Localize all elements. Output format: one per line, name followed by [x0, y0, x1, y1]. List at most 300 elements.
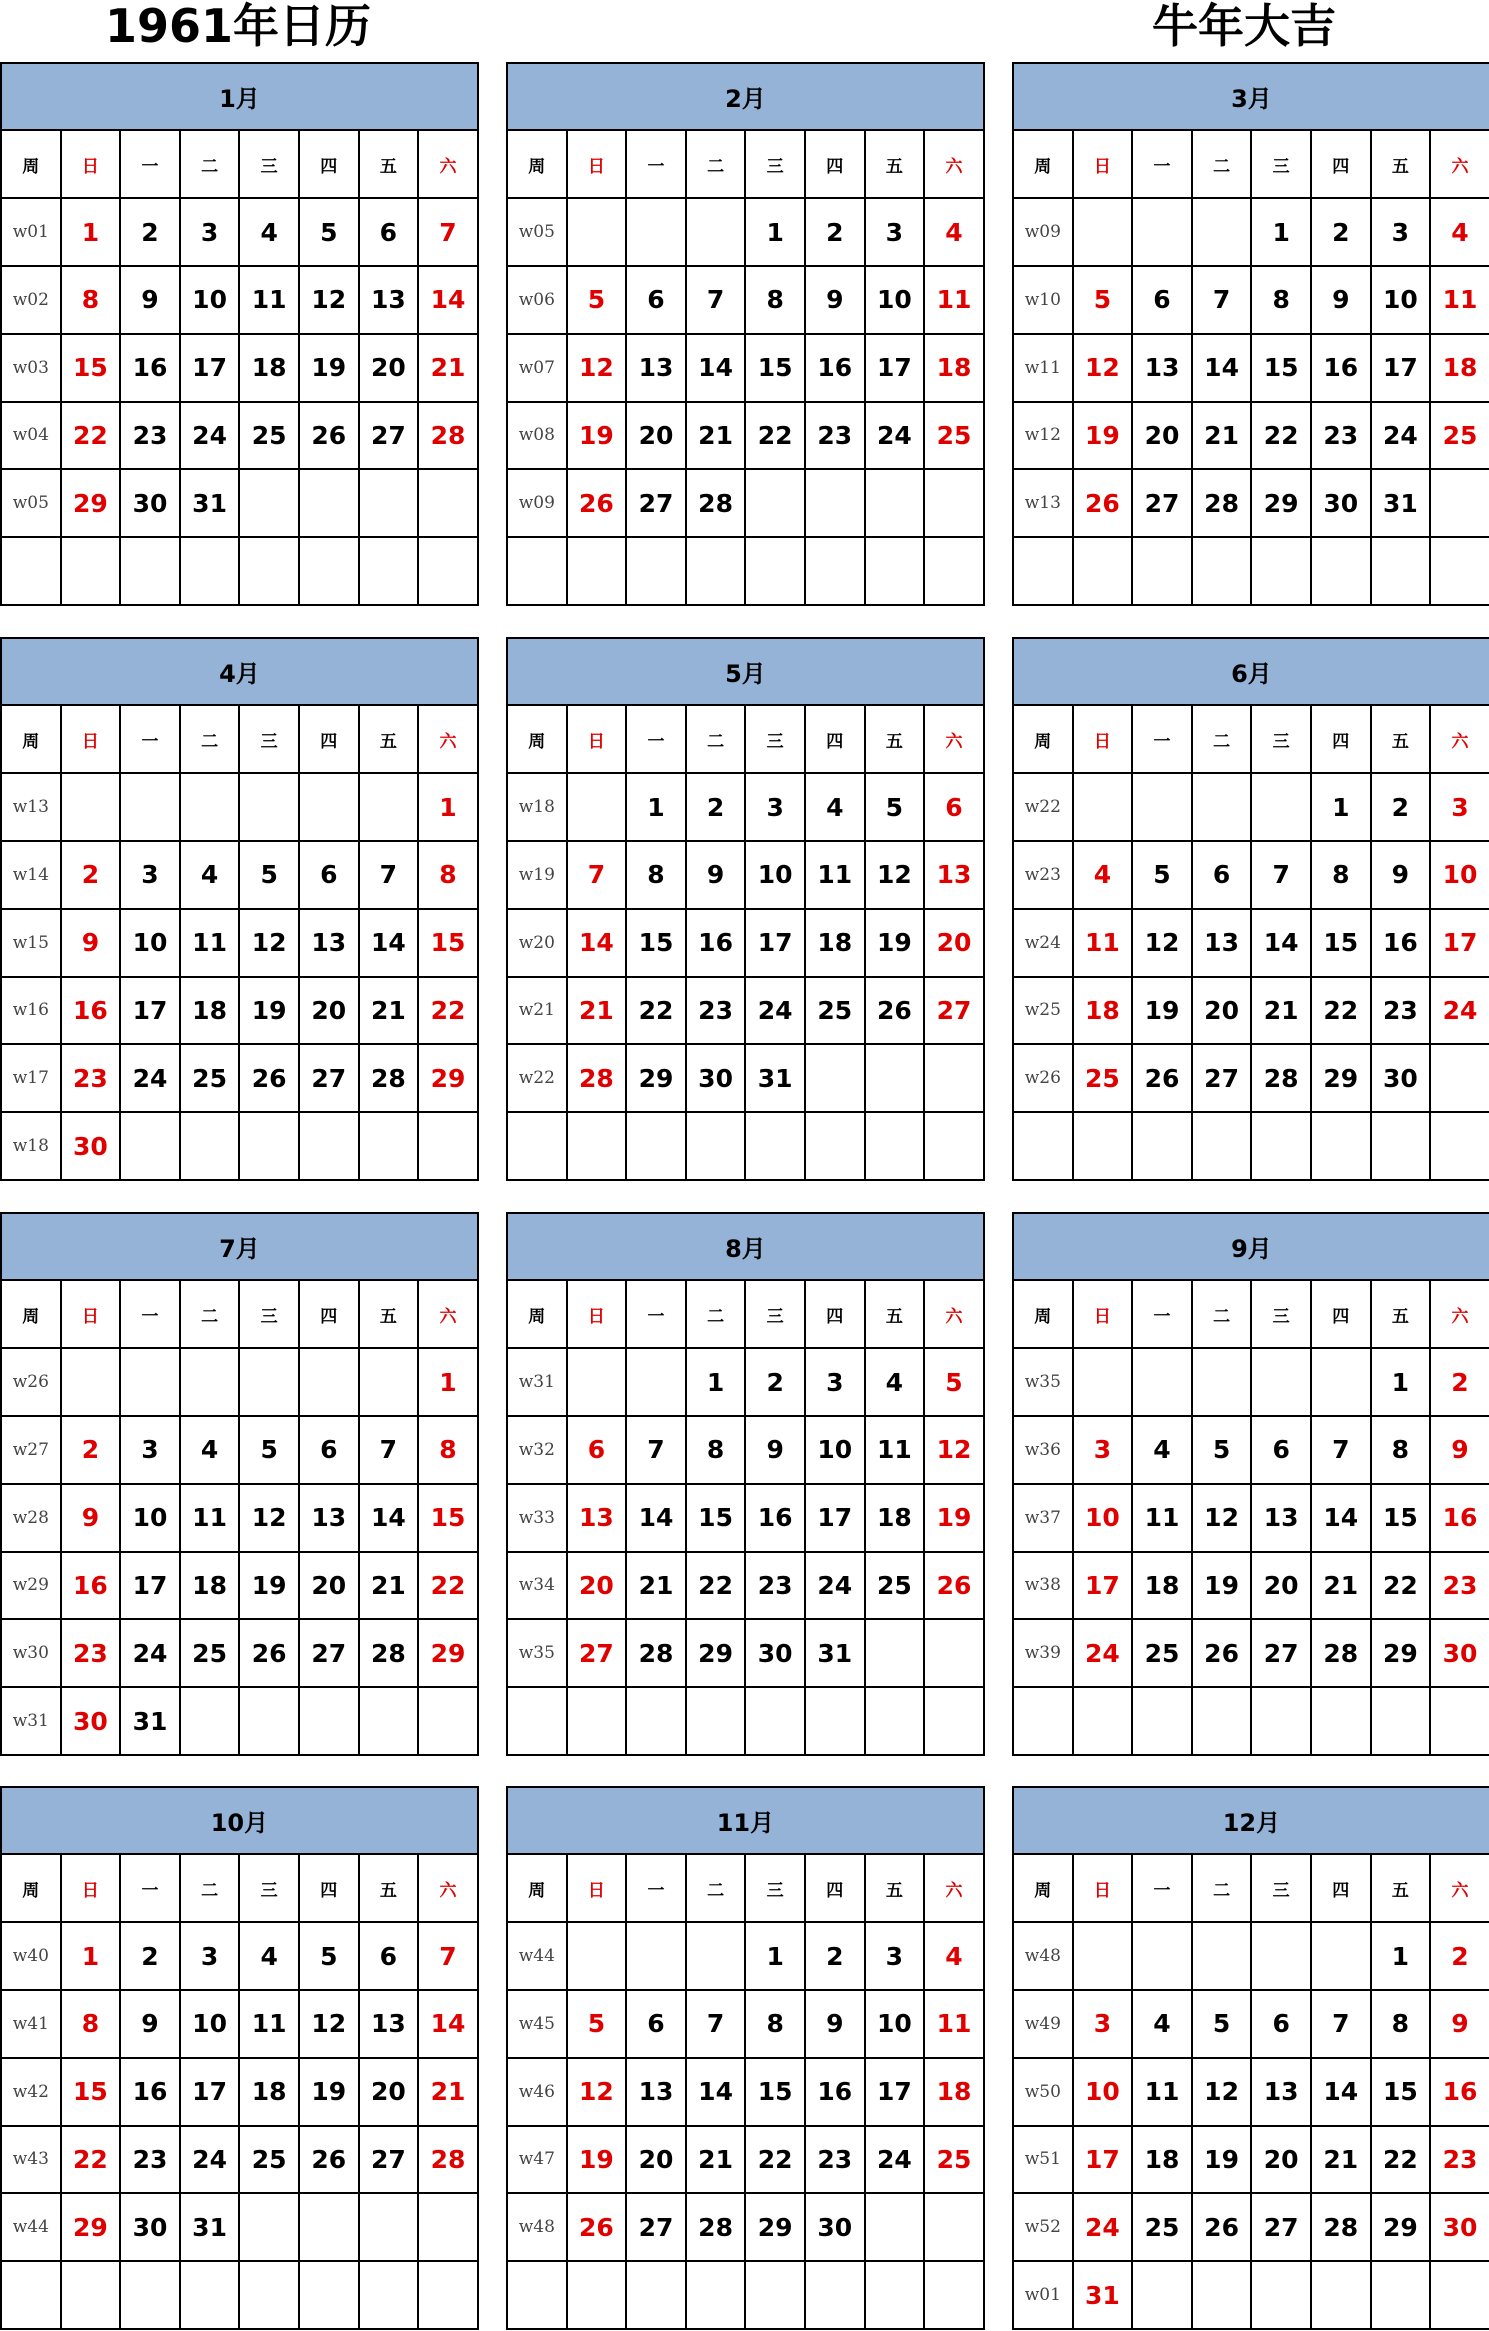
week-column-header: 周: [1, 1854, 61, 1922]
day-cell: 20: [359, 2058, 419, 2126]
day-cell: 1: [418, 773, 478, 841]
weekday-header: 日: [1073, 1280, 1133, 1348]
day-cell: 19: [1192, 1552, 1252, 1620]
day-cell: [1311, 1348, 1371, 1416]
day-cell: 15: [1311, 909, 1371, 977]
month-title: 3月: [1013, 63, 1489, 130]
day-cell: 3: [1073, 1416, 1133, 1484]
day-cell: 30: [61, 1112, 121, 1180]
day-cell: 10: [1073, 2058, 1133, 2126]
day-cell: [805, 1112, 865, 1180]
day-cell: 24: [180, 402, 240, 470]
day-cell: 18: [1132, 1552, 1192, 1620]
week-number: w17: [1, 1044, 61, 1112]
day-cell: 20: [359, 334, 419, 402]
day-cell: [180, 1687, 240, 1755]
day-cell: 11: [865, 1416, 925, 1484]
day-cell: [1192, 198, 1252, 266]
month-title: 8月: [507, 1213, 984, 1280]
day-cell: 1: [1311, 773, 1371, 841]
day-cell: 4: [865, 1348, 925, 1416]
day-cell: [626, 1112, 686, 1180]
day-cell: [1132, 773, 1192, 841]
month-calendar: [0, 1212, 479, 1756]
day-cell: 22: [686, 1552, 746, 1620]
day-cell: [686, 198, 746, 266]
day-cell: 22: [1371, 2126, 1431, 2194]
day-cell: 15: [745, 2058, 805, 2126]
day-cell: 3: [1371, 198, 1431, 266]
week-row: [1, 1484, 478, 1552]
day-cell: [1311, 1922, 1371, 1990]
week-number: w26: [1, 1348, 61, 1416]
weekday-header: 二: [180, 130, 240, 198]
weekday-header: 二: [1192, 705, 1252, 773]
day-cell: [120, 1112, 180, 1180]
weekday-header: 一: [626, 705, 686, 773]
day-cell: 27: [924, 977, 984, 1045]
week-row: [1013, 1348, 1489, 1416]
week-row: [1013, 266, 1489, 334]
week-number: w01: [1, 198, 61, 266]
day-cell: [567, 1922, 627, 1990]
week-number: w18: [507, 773, 567, 841]
week-row: [507, 198, 984, 266]
week-row: [507, 469, 984, 537]
week-row: [1, 402, 478, 470]
day-cell: 26: [1073, 469, 1133, 537]
day-cell: 3: [180, 198, 240, 266]
day-cell: [805, 1044, 865, 1112]
day-cell: 8: [745, 1990, 805, 2058]
day-cell: 21: [359, 1552, 419, 1620]
week-number: w05: [1, 469, 61, 537]
weekday-header: 四: [805, 705, 865, 773]
day-cell: [1430, 537, 1489, 605]
day-cell: 23: [1430, 2126, 1489, 2194]
day-cell: 4: [1132, 1416, 1192, 1484]
weekday-header: 六: [418, 705, 478, 773]
day-cell: 13: [626, 334, 686, 402]
day-cell: 22: [1371, 1552, 1431, 1620]
day-cell: 22: [1311, 977, 1371, 1045]
day-cell: 27: [626, 2193, 686, 2261]
weekday-header: 日: [1073, 1854, 1133, 1922]
day-cell: 6: [1192, 841, 1252, 909]
week-column-header: 周: [1013, 1854, 1073, 1922]
day-cell: [567, 773, 627, 841]
day-cell: 23: [805, 2126, 865, 2194]
day-cell: 12: [567, 334, 627, 402]
day-cell: 25: [865, 1552, 925, 1620]
day-cell: 27: [626, 469, 686, 537]
week-row: [1013, 469, 1489, 537]
weekday-header: 二: [1192, 1854, 1252, 1922]
day-cell: 16: [1430, 2058, 1489, 2126]
day-cell: 18: [1073, 977, 1133, 1045]
day-cell: 14: [567, 909, 627, 977]
day-cell: 26: [299, 402, 359, 470]
day-cell: 9: [686, 841, 746, 909]
week-column-header: 周: [1, 705, 61, 773]
weekday-header: 日: [1073, 130, 1133, 198]
weekday-header: 二: [180, 1280, 240, 1348]
day-cell: 16: [1311, 334, 1371, 402]
day-cell: 22: [745, 2126, 805, 2194]
day-cell: [1192, 1687, 1252, 1755]
day-cell: [686, 1922, 746, 1990]
day-cell: 13: [924, 841, 984, 909]
week-number: w48: [507, 2193, 567, 2261]
weekday-header: 三: [239, 130, 299, 198]
day-cell: [359, 1348, 419, 1416]
month-calendar: [0, 62, 479, 606]
week-row: [1013, 1484, 1489, 1552]
day-cell: 10: [180, 266, 240, 334]
day-cell: 22: [61, 402, 121, 470]
day-cell: 12: [239, 1484, 299, 1552]
day-cell: 21: [626, 1552, 686, 1620]
month-title: 5月: [507, 638, 984, 705]
day-cell: 4: [1430, 198, 1489, 266]
day-cell: 19: [239, 1552, 299, 1620]
month-title: 9月: [1013, 1213, 1489, 1280]
week-column-header: 周: [1013, 705, 1073, 773]
day-cell: [1430, 469, 1489, 537]
month-title: 7月: [1, 1213, 478, 1280]
week-column-header: 周: [1013, 130, 1073, 198]
day-cell: 6: [567, 1416, 627, 1484]
day-cell: 14: [1192, 334, 1252, 402]
day-cell: 25: [1073, 1044, 1133, 1112]
weekday-header: 日: [567, 1854, 627, 1922]
day-cell: 21: [686, 402, 746, 470]
day-cell: 28: [686, 2193, 746, 2261]
day-cell: [239, 1687, 299, 1755]
day-cell: 2: [805, 198, 865, 266]
day-cell: 9: [805, 266, 865, 334]
week-row: [1, 1348, 478, 1416]
day-cell: 4: [1132, 1990, 1192, 2058]
day-cell: [61, 2261, 121, 2329]
day-cell: 9: [120, 1990, 180, 2058]
day-cell: [924, 2193, 984, 2261]
day-cell: 23: [1371, 977, 1431, 1045]
day-cell: [1132, 1348, 1192, 1416]
day-cell: 12: [1073, 334, 1133, 402]
weekday-header: 二: [180, 705, 240, 773]
day-cell: [1132, 1922, 1192, 1990]
week-row: [1013, 1687, 1489, 1755]
weekday-header: 三: [239, 1854, 299, 1922]
week-row: [507, 1990, 984, 2058]
day-cell: [865, 2193, 925, 2261]
week-row: [507, 1484, 984, 1552]
week-number: w52: [1013, 2193, 1073, 2261]
week-row: [1013, 977, 1489, 1045]
day-cell: [359, 537, 419, 605]
day-cell: 9: [745, 1416, 805, 1484]
day-cell: 5: [1132, 841, 1192, 909]
day-cell: 4: [805, 773, 865, 841]
day-cell: 17: [745, 909, 805, 977]
day-cell: 5: [1073, 266, 1133, 334]
day-cell: 22: [418, 1552, 478, 1620]
day-cell: 1: [418, 1348, 478, 1416]
week-number: w44: [1, 2193, 61, 2261]
day-cell: 11: [239, 266, 299, 334]
week-row: [507, 1922, 984, 1990]
weekday-header: 五: [359, 1280, 419, 1348]
day-cell: 12: [1132, 909, 1192, 977]
day-cell: 17: [1430, 909, 1489, 977]
week-number: w12: [1013, 402, 1073, 470]
day-cell: 19: [1132, 977, 1192, 1045]
month-title: 6月: [1013, 638, 1489, 705]
weekday-header: 四: [1311, 705, 1371, 773]
weekday-header: 四: [805, 1854, 865, 1922]
month-calendar: [1012, 1786, 1489, 2330]
day-cell: [567, 1112, 627, 1180]
day-cell: 16: [61, 977, 121, 1045]
week-number: w01: [1013, 2261, 1073, 2329]
week-number: w11: [1013, 334, 1073, 402]
day-cell: 29: [1371, 2193, 1431, 2261]
day-cell: 31: [805, 1619, 865, 1687]
day-cell: 30: [805, 2193, 865, 2261]
day-cell: [1073, 537, 1133, 605]
day-cell: 20: [626, 402, 686, 470]
weekday-header: 二: [1192, 1280, 1252, 1348]
day-cell: 18: [239, 334, 299, 402]
day-cell: 29: [1251, 469, 1311, 537]
day-cell: 19: [567, 2126, 627, 2194]
week-row: [1, 2261, 478, 2329]
week-column-header: 周: [507, 130, 567, 198]
week-row: [1, 1687, 478, 1755]
day-cell: 1: [1371, 1922, 1431, 1990]
week-row: [1, 1619, 478, 1687]
day-cell: 3: [1430, 773, 1489, 841]
day-cell: 19: [299, 2058, 359, 2126]
weekday-header: 五: [865, 1280, 925, 1348]
day-cell: [359, 2261, 419, 2329]
week-number: w26: [1013, 1044, 1073, 1112]
day-cell: 5: [1192, 1416, 1252, 1484]
week-column-header: 周: [507, 1854, 567, 1922]
day-cell: 3: [745, 773, 805, 841]
week-number: [1, 2261, 61, 2329]
day-cell: 18: [1430, 334, 1489, 402]
day-cell: 18: [805, 909, 865, 977]
day-cell: 23: [120, 2126, 180, 2194]
day-cell: 18: [239, 2058, 299, 2126]
week-number: w13: [1, 773, 61, 841]
day-cell: 23: [686, 977, 746, 1045]
month-calendar: [0, 1786, 479, 2330]
day-cell: 15: [1251, 334, 1311, 402]
week-number: w40: [1, 1922, 61, 1990]
day-cell: [567, 1687, 627, 1755]
week-row: [507, 2261, 984, 2329]
day-cell: [1430, 1687, 1489, 1755]
week-row: [1013, 2058, 1489, 2126]
day-cell: 8: [61, 266, 121, 334]
day-cell: [359, 469, 419, 537]
day-cell: 4: [239, 1922, 299, 1990]
day-cell: 14: [1251, 909, 1311, 977]
day-cell: 19: [865, 909, 925, 977]
day-cell: 15: [418, 1484, 478, 1552]
day-cell: 9: [61, 1484, 121, 1552]
day-cell: 1: [61, 198, 121, 266]
day-cell: 9: [805, 1990, 865, 2058]
month-calendar: [506, 1786, 985, 2330]
weekday-header: 日: [61, 705, 121, 773]
day-cell: 19: [924, 1484, 984, 1552]
weekday-header: 一: [626, 1854, 686, 1922]
day-cell: 20: [1132, 402, 1192, 470]
day-cell: [61, 1348, 121, 1416]
month-calendar: [1012, 62, 1489, 606]
day-cell: 16: [1430, 1484, 1489, 1552]
day-cell: [924, 537, 984, 605]
week-number: w07: [507, 334, 567, 402]
day-cell: [567, 1348, 627, 1416]
day-cell: [1251, 1348, 1311, 1416]
day-cell: 7: [567, 841, 627, 909]
day-cell: [299, 2193, 359, 2261]
day-cell: 2: [61, 841, 121, 909]
day-cell: [1192, 2261, 1252, 2329]
day-cell: 19: [239, 977, 299, 1045]
day-cell: 30: [120, 2193, 180, 2261]
day-cell: [805, 1687, 865, 1755]
day-cell: 24: [745, 977, 805, 1045]
day-cell: [239, 773, 299, 841]
day-cell: [626, 1922, 686, 1990]
week-row: [507, 841, 984, 909]
weekday-header: 四: [299, 1280, 359, 1348]
day-cell: 17: [1073, 2126, 1133, 2194]
day-cell: [1311, 1687, 1371, 1755]
weekday-header: 一: [1132, 1854, 1192, 1922]
day-cell: 17: [865, 334, 925, 402]
day-cell: [865, 469, 925, 537]
day-cell: [418, 537, 478, 605]
day-cell: [1073, 1922, 1133, 1990]
day-cell: [359, 773, 419, 841]
day-cell: 10: [805, 1416, 865, 1484]
day-cell: [299, 469, 359, 537]
day-cell: 23: [745, 1552, 805, 1620]
weekday-header: 一: [1132, 130, 1192, 198]
day-cell: [299, 1348, 359, 1416]
day-cell: 29: [1311, 1044, 1371, 1112]
week-row: [1013, 1922, 1489, 1990]
day-cell: 16: [1371, 909, 1431, 977]
day-cell: 7: [359, 1416, 419, 1484]
day-cell: 19: [567, 402, 627, 470]
day-cell: [418, 469, 478, 537]
day-cell: [1132, 1687, 1192, 1755]
weekday-header: 日: [567, 705, 627, 773]
day-cell: 15: [686, 1484, 746, 1552]
day-cell: 28: [359, 1044, 419, 1112]
day-cell: [120, 1348, 180, 1416]
day-cell: 19: [1192, 2126, 1252, 2194]
day-cell: [299, 2261, 359, 2329]
day-cell: [1311, 1112, 1371, 1180]
day-cell: 11: [1132, 1484, 1192, 1552]
day-cell: 25: [180, 1044, 240, 1112]
week-row: [1013, 537, 1489, 605]
week-number: w32: [507, 1416, 567, 1484]
week-number: w19: [507, 841, 567, 909]
weekday-header: 一: [626, 1280, 686, 1348]
day-cell: 16: [120, 334, 180, 402]
day-cell: [626, 2261, 686, 2329]
day-cell: 24: [865, 402, 925, 470]
day-cell: 17: [180, 334, 240, 402]
day-cell: [239, 2193, 299, 2261]
day-cell: 25: [1132, 1619, 1192, 1687]
day-cell: 10: [180, 1990, 240, 2058]
day-cell: 17: [120, 1552, 180, 1620]
weekday-header: 一: [1132, 705, 1192, 773]
day-cell: 27: [359, 402, 419, 470]
week-row: [507, 1552, 984, 1620]
day-cell: 25: [1430, 402, 1489, 470]
day-cell: 7: [418, 198, 478, 266]
day-cell: 28: [418, 2126, 478, 2194]
day-cell: [745, 1112, 805, 1180]
day-cell: [299, 1687, 359, 1755]
week-row: [1, 1044, 478, 1112]
day-cell: [1251, 1922, 1311, 1990]
day-cell: 10: [1430, 841, 1489, 909]
day-cell: [865, 537, 925, 605]
day-cell: 30: [686, 1044, 746, 1112]
week-row: [1013, 909, 1489, 977]
weekday-header: 五: [1371, 130, 1431, 198]
day-cell: 15: [1371, 1484, 1431, 1552]
day-cell: 13: [299, 909, 359, 977]
day-cell: 11: [805, 841, 865, 909]
weekday-header: 三: [239, 1280, 299, 1348]
week-number: w15: [1, 909, 61, 977]
day-cell: 7: [686, 1990, 746, 2058]
day-cell: 6: [626, 266, 686, 334]
week-row: [1, 537, 478, 605]
day-cell: [299, 537, 359, 605]
day-cell: [239, 469, 299, 537]
day-cell: 8: [61, 1990, 121, 2058]
week-number: w35: [1013, 1348, 1073, 1416]
day-cell: [239, 537, 299, 605]
day-cell: 11: [924, 1990, 984, 2058]
week-row: [507, 537, 984, 605]
day-cell: [1073, 1687, 1133, 1755]
week-row: [1013, 841, 1489, 909]
day-cell: 24: [1073, 1619, 1133, 1687]
day-cell: 6: [359, 198, 419, 266]
week-number: [1013, 1112, 1073, 1180]
day-cell: 25: [924, 2126, 984, 2194]
day-cell: 28: [626, 1619, 686, 1687]
weekday-header: 一: [120, 130, 180, 198]
day-cell: 11: [180, 1484, 240, 1552]
